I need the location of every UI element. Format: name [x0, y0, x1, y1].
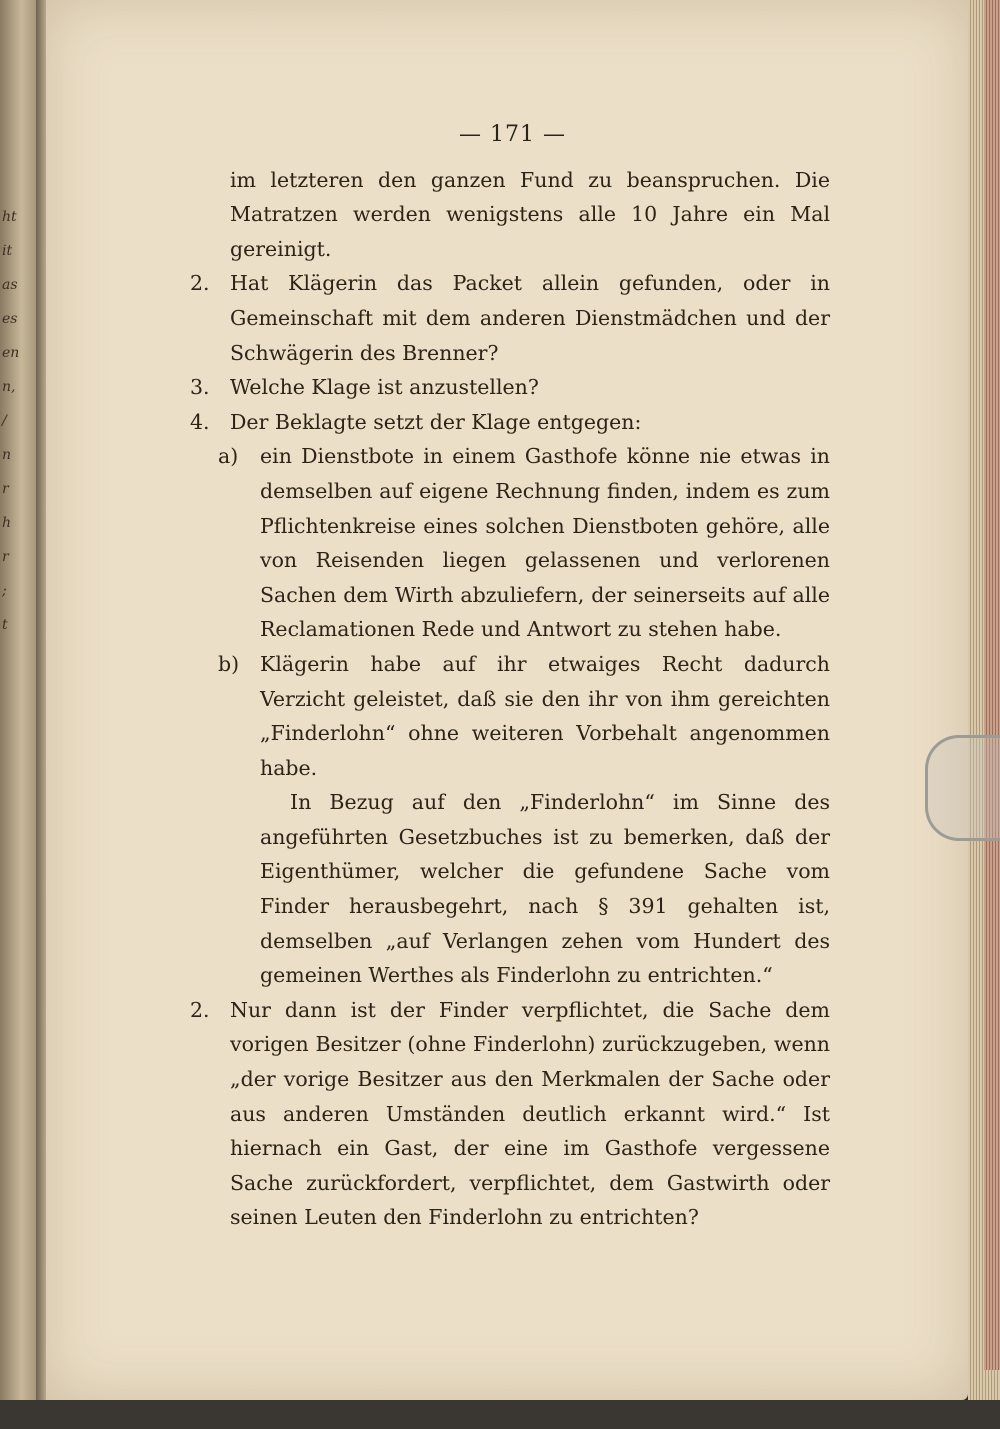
red-page-edge [984, 0, 1000, 1370]
page-clip [925, 735, 1000, 841]
objection-text: Klägerin habe auf ihr etwaiges Recht dadurch Verzicht geleistet, daß sie den ihr von ihm gereichten „Finderlohn“ ohne weiteren Vorbehalt angenommen habe. [260, 651, 830, 780]
question-number: 2. [190, 271, 210, 296]
question-item [175, 993, 830, 1235]
left-page-text-fragments: ht it as es en n, / n r h r ; t [2, 209, 20, 633]
book-gutter [36, 0, 46, 1429]
lead-paragraph: im letzteren den ganzen Fund zu beanspruchen. Die Matratzen werden wenigstens alle 10 Jahre ein Mal gereinigt. [230, 167, 830, 261]
objection-text: ein Dienstbote in einem Gasthofe könne nie etwas in demselben auf eigene Rechnung finden, indem es zum Pflichtenkreise eines solchen Dienstboten gehöre, alle von Reisenden liegen gelassenen und verlorenen Sachen dem Wirth abzuliefern, der seinerseits auf alle Reclamationen Rede und Antwort zu stehen habe. [260, 444, 830, 642]
page-number: — 171 — [459, 122, 566, 147]
objection-item [175, 647, 830, 785]
objection-label: a) [218, 444, 239, 469]
legal-note: In Bezug auf den „Finderlohn“ im Sinne des angeführten Gesetzbuches ist zu bemerken, daß der Eigenthümer, welcher die gefundene Sache vom Finder herausbegehrt, nach § 391 gehalten ist, demselben „auf Verlangen zehen vom Hundert des gemeinen Werthes als Finderlohn zu entrichten.“ [260, 790, 830, 988]
page-body [175, 118, 830, 1235]
question-text: Hat Klägerin das Packet allein gefunden, oder in Gemeinschaft mit dem anderen Dienstmädchen und der Schwägerin des Brenner? [230, 271, 830, 365]
question-text: Welche Klage ist anzustellen? [230, 375, 539, 400]
question-number: 4. [190, 409, 210, 434]
question-number: 3. [190, 375, 210, 400]
question-number: 2. [190, 997, 210, 1022]
question-text: Nur dann ist der Finder verpflichtet, die Sache dem vorigen Besitzer (ohne Finderlohn) zurückzugeben, wenn „der vorige Besitzer aus den Merkmalen der Sache oder aus anderen Umständen deutlich erkannt wird.“ Ist hiernach ein Gast, der eine im Gasthofe vergessene Sache zurückfordert, verpflichtet, dem Gastwirth oder seinen Leuten den Finderlohn zu entrichten? [230, 997, 830, 1230]
objection-item [175, 439, 830, 647]
objection-label: b) [218, 651, 240, 676]
question-item [175, 405, 830, 440]
question-item [175, 370, 830, 405]
scan-bottom-border [0, 1400, 1000, 1429]
question-text: Der Beklagte setzt der Klage entgegen: [230, 409, 642, 434]
question-item [175, 266, 830, 370]
